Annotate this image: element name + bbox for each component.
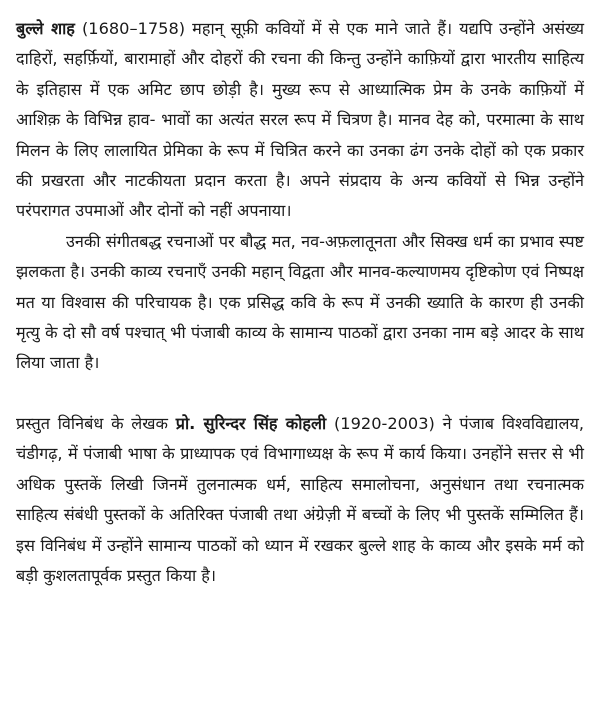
paragraph-about-author bbox=[16, 409, 584, 591]
paragraph-bulleh-shah-intro bbox=[16, 14, 584, 227]
paragraph-1-text: (1680–1758) महान् सूफ़ी कवियों में से एक माने जाते हैं। यद्यपि उन्होंने असंख्य दाहिरों, सहर्फ़ियों, बारामाहों और दोहरों की रचना की किन्तु उन्होंने काफ़ियों द्वारा भारतीय साहित्य के इतिहास में एक अमिट छाप छोड़ी है। मुख्य रूप से आध्यात्मिक प्रेम के उनके काफ़ियों में आशिक़ के विभिन्न हाव- भावों का अत्यंत सरल रूप में चित्रण है। मानव देह को, परमात्मा के साथ मिलन के लिए लालायित प्रेमिका के रूप में चित्रित करने का उनका ढंग उनके दोहों को एक प्रकार की प्रखरता और नाटकीयता प्रदान करता है। अपने संप्रदाय के अन्य कवियों से भिन्न उन्होंने परंपरागत उपमाओं और दोनों को नहीं अपनाया। bbox=[16, 19, 584, 221]
paragraph-influences bbox=[16, 227, 584, 379]
poet-name: बुल्ले शाह bbox=[16, 19, 75, 38]
paragraph-3-text-after: (1920-2003) ने पंजाब विश्वविद्यालय, चंडीगढ़, में पंजाबी भाषा के प्राध्यापक एवं विभागाध्यक्ष के रूप में कार्य किया। उनहोंने सत्तर से भी अधिक पुस्तकें लिखी जिनमें तुलनात्मक धर्म, साहित्य समालोचना, अनुसंधान तथा रचनात्मक साहित्य संबंधी पुस्तकों के अतिरिक्त पंजाबी तथा अंग्रेज़ी में बच्चों के लिए भी पुस्तकें सम्मिलित हैं। इस विनिबंध में उन्होंने सामान्य पाठकों को ध्यान में रखकर बुल्ले शाह के काव्य और इसके मर्म को बड़ी कुशलतापूर्वक प्रस्तुत किया है। bbox=[16, 413, 584, 585]
paragraph-2-text: उनकी संगीतबद्ध रचनाओं पर बौद्ध मत, नव-अफ़लातूनता और सिक्ख धर्म का प्रभाव स्पष्ट झलकता है। उनकी काव्य रचनाएँ उनकी महान् विद्वता और मानव-कल्याणमय दृष्टिकोण एवं निष्पक्ष मत या विश्वास की परिचायक है। एक प्रसिद्ध कवि के रूप में उनकी ख्याति के कारण ही उनकी मृत्यु के दो सौ वर्ष पश्चात् भी पंजाबी काव्य के सामान्य पाठकों द्वारा उनका नाम बड़े आदर के साथ लिया जाता है। bbox=[16, 231, 584, 373]
author-name: प्रो. सुरिन्दर सिंह कोहली bbox=[175, 413, 327, 433]
paragraph-3-text-before: प्रस्तुत विनिबंध के लेखक bbox=[16, 413, 176, 433]
paragraph-gap bbox=[16, 379, 584, 409]
